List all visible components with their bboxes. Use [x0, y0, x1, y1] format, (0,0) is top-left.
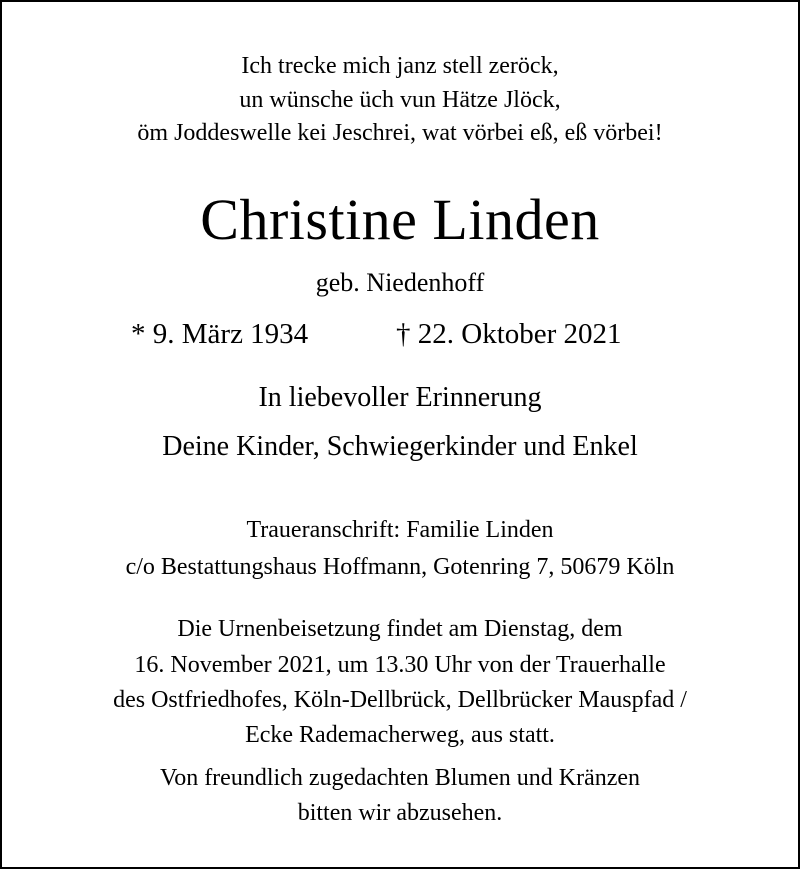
deceased-name: Christine Linden: [200, 187, 600, 252]
poem-line-2: un wünsche üch vun Hätze Jlöck,: [239, 87, 561, 113]
burial-line-3: des Ostfriedhofes, Köln-Dellbrück, Dellbrücker Mauspfad /: [113, 687, 687, 713]
burial-line-2: 16. November 2021, um 13.30 Uhr von der Trauerhalle: [134, 652, 666, 678]
flowers-line-1: Von freundlich zugedachten Blumen und Kränzen: [159, 765, 641, 791]
burial-line-4: Ecke Rademacherweg, aus statt.: [245, 722, 555, 748]
life-dates: [2, 320, 798, 354]
poem-line-1: Ich trecke mich janz stell zeröck,: [241, 53, 559, 79]
birth-date: * 9. März 1934: [131, 318, 309, 350]
death-date: † 22. Oktober 2021: [396, 318, 622, 350]
family-line: Deine Kinder, Schwiegerkinder und Enkel: [162, 431, 638, 462]
flowers-line-2: bitten wir abzusehen.: [297, 800, 503, 826]
memory-line: In liebevoller Erinnerung: [258, 382, 542, 413]
maiden-name: geb. Niedenhoff: [315, 268, 485, 297]
burial-line-1: Die Urnenbeisetzung findet am Dienstag, dem: [177, 616, 623, 642]
address-line-1: Traueranschrift: Familie Linden: [246, 517, 554, 543]
address-line-2: c/o Bestattungshaus Hoffmann, Gotenring 7, 50679 Köln: [125, 554, 675, 580]
poem-line-3: öm Joddeswelle kei Jeschrei, wat vörbei eß, eß vörbei!: [137, 120, 663, 146]
